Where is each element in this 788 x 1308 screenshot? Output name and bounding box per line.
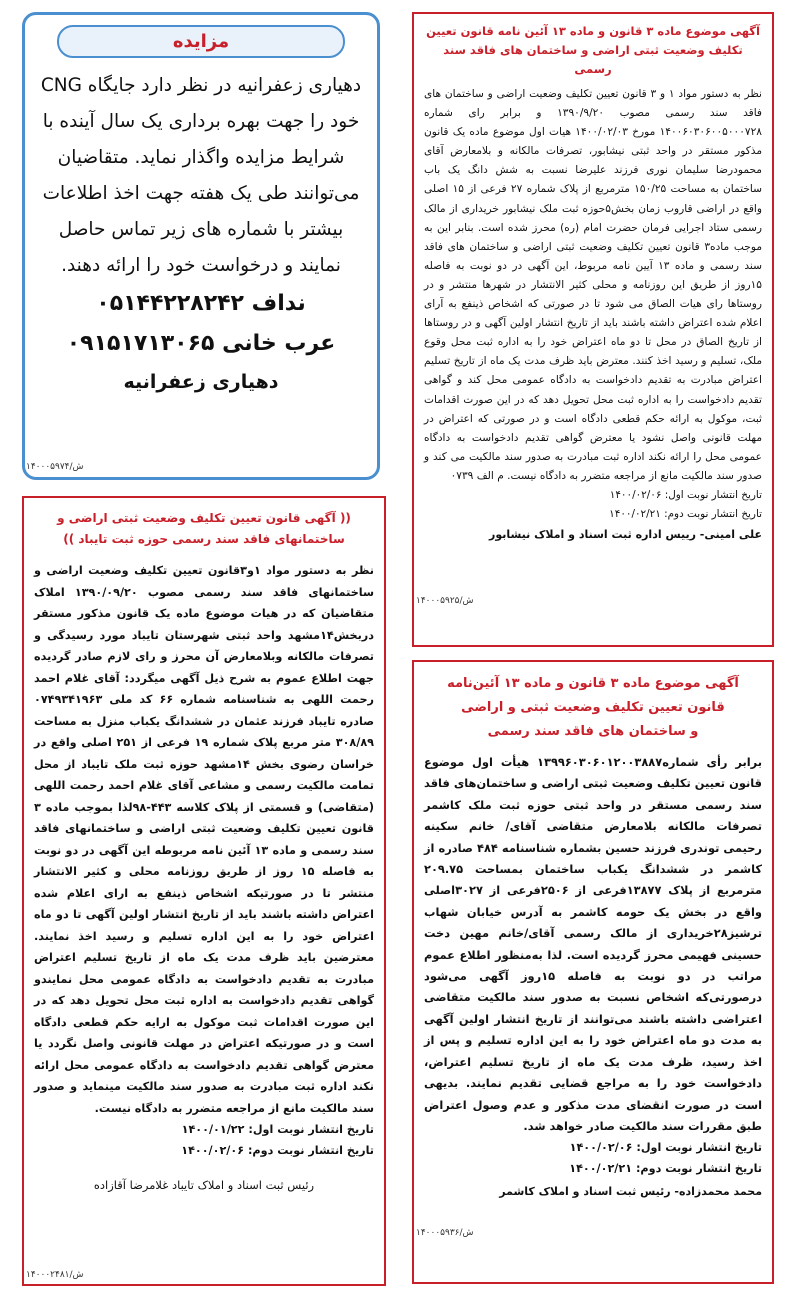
tayabad-notice [22, 496, 386, 1286]
neyshabur-title-1: آگهی موضوع ماده ۳ قانون و ماده ۱۳ آئین نامه قانون تعیین [426, 24, 760, 38]
kashmar-body: برابر رأی شماره۱۳۹۹۶۰۳۰۶۰۱۲۰۰۳۸۸۷ هیأت اول موضوع قانون تعیین تکلیف وضعیت ثبتی اراضی و ساختمان‌های فاقد سند رسمی مستقر در واحد ثبتی حوزه ثبت ملک کاشمر تصرفات مالکانه بلامعارض متقاضی آقای/ خانم سکینه رحیمی توندری فرزند حسین بشماره شناسنامه ۴۸۴ صادره از کاشمر در ششدانگ یکباب ساختمان بمساحت ۲۰۹.۷۵ مترمربع از پلاک ۱۳۸۷۷فرعی از ۲۵۰۶فرعی از ۳۰۲۷اصلی واقع در بخش یک حومه کاشمر به آدرس خیابان شهاب ترشیز۲۸خریداری از مالک رسمی آقای/خانم مهین دخت حسینی فهیمی محرز گردیده است. لذا به‌منظور اطلاع عموم مراتب در دو نوبت به فاصله ۱۵روز آگهی می‌شود درصورتی‌که اشخاص نسبت به صدور سند مالکیت متقاضی اعتراضی داشته باشند می‌توانند از تاریخ انتشار اولین آگهی به مدت دو ماه اعتراض خود را به این اداره تسلیم و پس از اخذ رسید، ظرف مدت یک ماه از تاریخ تسلیم اعتراض، دادخواست خود را به مراجع قضایی تقدیم نمایند. بدیهی است در صورت انقضای مدت مذکور و عدم وصول اعتراض طبق مقررات سند مالکیت صادر خواهد شد. [424, 755, 762, 1133]
kashmar-date-2: تاریخ انتشار نوبت دوم: ۱۴۰۰/۰۲/۲۱ [569, 1162, 762, 1176]
kashmar-title-1: آگهی موضوع ماده ۳ قانون و ماده ۱۳ آئین‌نامه [447, 676, 739, 691]
neyshabur-body: نظر به دستور مواد ۱ و ۳ قانون تعیین تکلیف وضعیت اراضی و ساختمان های فاقد سند رسمی مصوب ۱۳۹۰/۹/۲۰ و برابر رای شماره ۱۴۰۰۶۰۳۰۶۰۰۵۰۰۰۷۲۸ مورخ ۱۴۰۰/۰۲/۰۳ هیات اول موضوع ماده یک قانون مذکور مستقر در واحد ثبتی نیشابور، تصرفات مالکانه و بلامعارض آقای محمودرضا سلیمان نوری فرزند علیرضا نسبت به شش دانگ یک باب ساختمان به مساحت ۱۵۰/۲۵ مترمربع از پلاک شماره ۲۷ فرعی از ۱۵ اصلی واقع در اراضی قاروب زمان بخش۵حوزه ثبت ملک نیشابور خریداری از مالک رسمی ستاد اجرایی فرمان حضرت امام (ره) محرز شده است. بنابر این به موجب ماده۳ قانون تعیین تکلیف وضعیت ثبتی اراضی و ساختمان های فاقد سند رسمی و ماده ۱۳ آیین نامه مربوط، این آگهی در دو نوبت به فاصله ۱۵روز از طریق این روزنامه و محلی کثیر الانتشار در شهرها منتشر و در روستاها رای هیات الصاق می شود تا در صورتی که اشخاص ذینفع به آرای اعلام شده اعتراض داشته باشند باید از تاریخ انتشار اولین آگهی و در روستاها از تاریخ الصاق در محل تا دو ماه اعتراض خود را به اداره ثبت محل وقوع ملک، تسلیم و رسید اخذ کنند. معترض باید ظرف مدت یک ماه از تاریخ تسلیم اعتراض مبادرت به تقدیم دادخواست به دادگاه عمومی محل کند و گواهی تقدیم دادخواست را به اداره ثبت محل تحویل دهد که در این صورت اقدامات ثبت، موکول به ارائه حکم قطعی دادگاه است و در صورتی که اعتراض در مهلت قانونی واصل نشود یا معترض گواهی تقدیم دادخواست به دادگاه عمومی محل را ارائه نکند اداره ثبت مبادرت به صدور سند مالکیت می کند و صدور سند مالکیت مانع از مراجعه متضرر به دادگاه نیست. م الف ۰۷۳۹ [424, 88, 762, 482]
neyshabur-signer: علی امینی- رییس اداره ثبت اسناد و املاک نیشابور [489, 527, 762, 541]
auction-notice [22, 12, 380, 480]
neyshabur-title-2: تکلیف وضعیت ثبتی اراضی و ساختمان های فاقد سند رسمی [443, 43, 743, 76]
auction-org: دهیاری زعفرانیه [123, 371, 279, 393]
kashmar-date-1: تاریخ انتشار نوبت اول: ۱۴۰۰/۰۲/۰۶ [569, 1141, 762, 1155]
tayabad-date-2: تاریخ انتشار نوبت دوم: ۱۴۰۰/۰۲/۰۶ [181, 1144, 374, 1157]
kashmar-title-2: قانون تعیین تکلیف وضعیت ثبتی و اراضی [461, 700, 725, 715]
tayabad-title-2: ساختمانهای فاقد سند رسمی حوزه ثبت تایباد )) [63, 532, 345, 546]
neyshabur-notice [412, 12, 774, 647]
auction-code: ۱۴۰۰۰۵۹۷۴/ش [26, 462, 84, 472]
kashmar-signer: محمد محمدزاده- رئیس ثبت اسناد و املاک کاشمر [499, 1185, 762, 1199]
tayabad-date-1: تاریخ انتشار نوبت اول: ۱۴۰۰/۰۱/۲۲ [181, 1123, 374, 1136]
neyshabur-code: ۱۴۰۰۰۵۹۲۵/ش [416, 596, 474, 606]
tayabad-signer: رئیس ثبت اسناد و املاک تایباد غلامرضا آقازاده [93, 1178, 315, 1192]
neyshabur-date-1: تاریخ انتشار نوبت اول: ۱۴۰۰/۰۲/۰۶ [609, 488, 762, 501]
neyshabur-date-2: تاریخ انتشار نوبت دوم: ۱۴۰۰/۰۲/۲۱ [609, 507, 762, 520]
tayabad-code: ۱۴۰۰۰۲۴۸۱/ش [26, 1270, 84, 1280]
kashmar-title-3: و ساختمان های فاقد سند رسمی [487, 724, 699, 739]
auction-phone-1: نداف ۰۵۱۴۴۲۲۸۲۴۲ [96, 291, 306, 316]
auction-body: دهیاری زعفرانیه در نظر دارد جایگاه CNG خود را جهت بهره برداری یک سال آینده با شرایط مزایده واگذار نماید. متقاضیان می‌توانند طی یک هفته جهت اخذ اطلاعات بیشتر با شماره های زیر تماس حاصل نمایند و درخواست خود را ارائه دهند. [40, 75, 362, 276]
auction-phone-2: عرب خانی ۰۹۱۵۱۷۱۳۰۶۵ [66, 331, 336, 356]
tayabad-title-1: (( آگهی قانون تعیین تکلیف وضعیت ثبتی اراضی و [57, 511, 351, 525]
auction-banner: مزایده [57, 25, 345, 58]
kashmar-notice [412, 660, 774, 1284]
tayabad-body: نظر به دستور مواد ۱و۳قانون تعیین تکلیف وضعیت اراضی و ساختمانهای فاقد سند رسمی مصوب ۱۳۹۰/۰۹/۲۰ املاک متقاضیان که در هیات موضوع ماده یک قانون مذکور مستقر دربخش۱۴مشهد واحد ثبتی شهرستان تایباد مورد رسیدگی و تصرفات مالکانه وبلامعارض آن محرز و رای لازم صادر گردیده جهت اطلاع عموم به شرح ذیل آگهی میگردد: آقای غلام احمد رحمت اللهی به شناسنامه شماره ۶۶ کد ملی ۰۷۴۹۳۴۱۹۶۳ صادره تایباد فرزند عثمان در ششدانگ یکباب منزل به مساحت ۳۰۸/۸۹ متر مربع پلاک شماره ۱۹ فرعی از ۲۵۱ اصلی واقع در خراسان رضوی بخش ۱۴مشهد حوزه ثبت ملک تایباد از محل تمامت مالکیت رسمی و مشاعی آقای غلام احمد رحمت اللهی (متقاضی) و قسمتی از پلاک کلاسه ۴۴۳-۹۸لذا بموجب ماده ۳ قانون تعیین تکلیف وضعیت ثبتی اراضی و ساختمانهای فاقد سند رسمی و ماده ۱۳ آئین نامه مربوطه این آگهی در دو نوبت به فاصله ۱۵ روز از طریق روزنامه محلی و کثیر الانتشار منتشر تا در صورتیکه اشخاص ذینفع به ارای اعلام شده اعتراض داشته باشند باید از تاریخ انتشار اولین آگهی تا دو ماه اعتراض خود را به این اداره تسلیم و رسید اخذ نمایند. معترضین باید ظرف مدت یک ماه از تاریخ تسلیم اعتراض مبادرت به تقدیم دادخواست به دادگاه عمومی محل نمایندو گواهی تقدیم دادخواست به اداره ثبت محل تحویل دهد که در این صورت اقدامات ثبت موکول به ارایه حکم قطعی دادگاه است و در صورتیکه اعتراض در مهلت قانونی واصل نگردد یا معترض گواهی تقدیم دادخواست به دادگاه عمومی محل ارائه نکند اداره ثبت مبادرت به صدور سند مالکیت مینماید و صدور سند مالکیت مانع از مراجعه متضرر به دادگاه نیست. [34, 564, 375, 1115]
kashmar-code: ۱۴۰۰۰۵۹۳۶/ش [416, 1228, 474, 1238]
